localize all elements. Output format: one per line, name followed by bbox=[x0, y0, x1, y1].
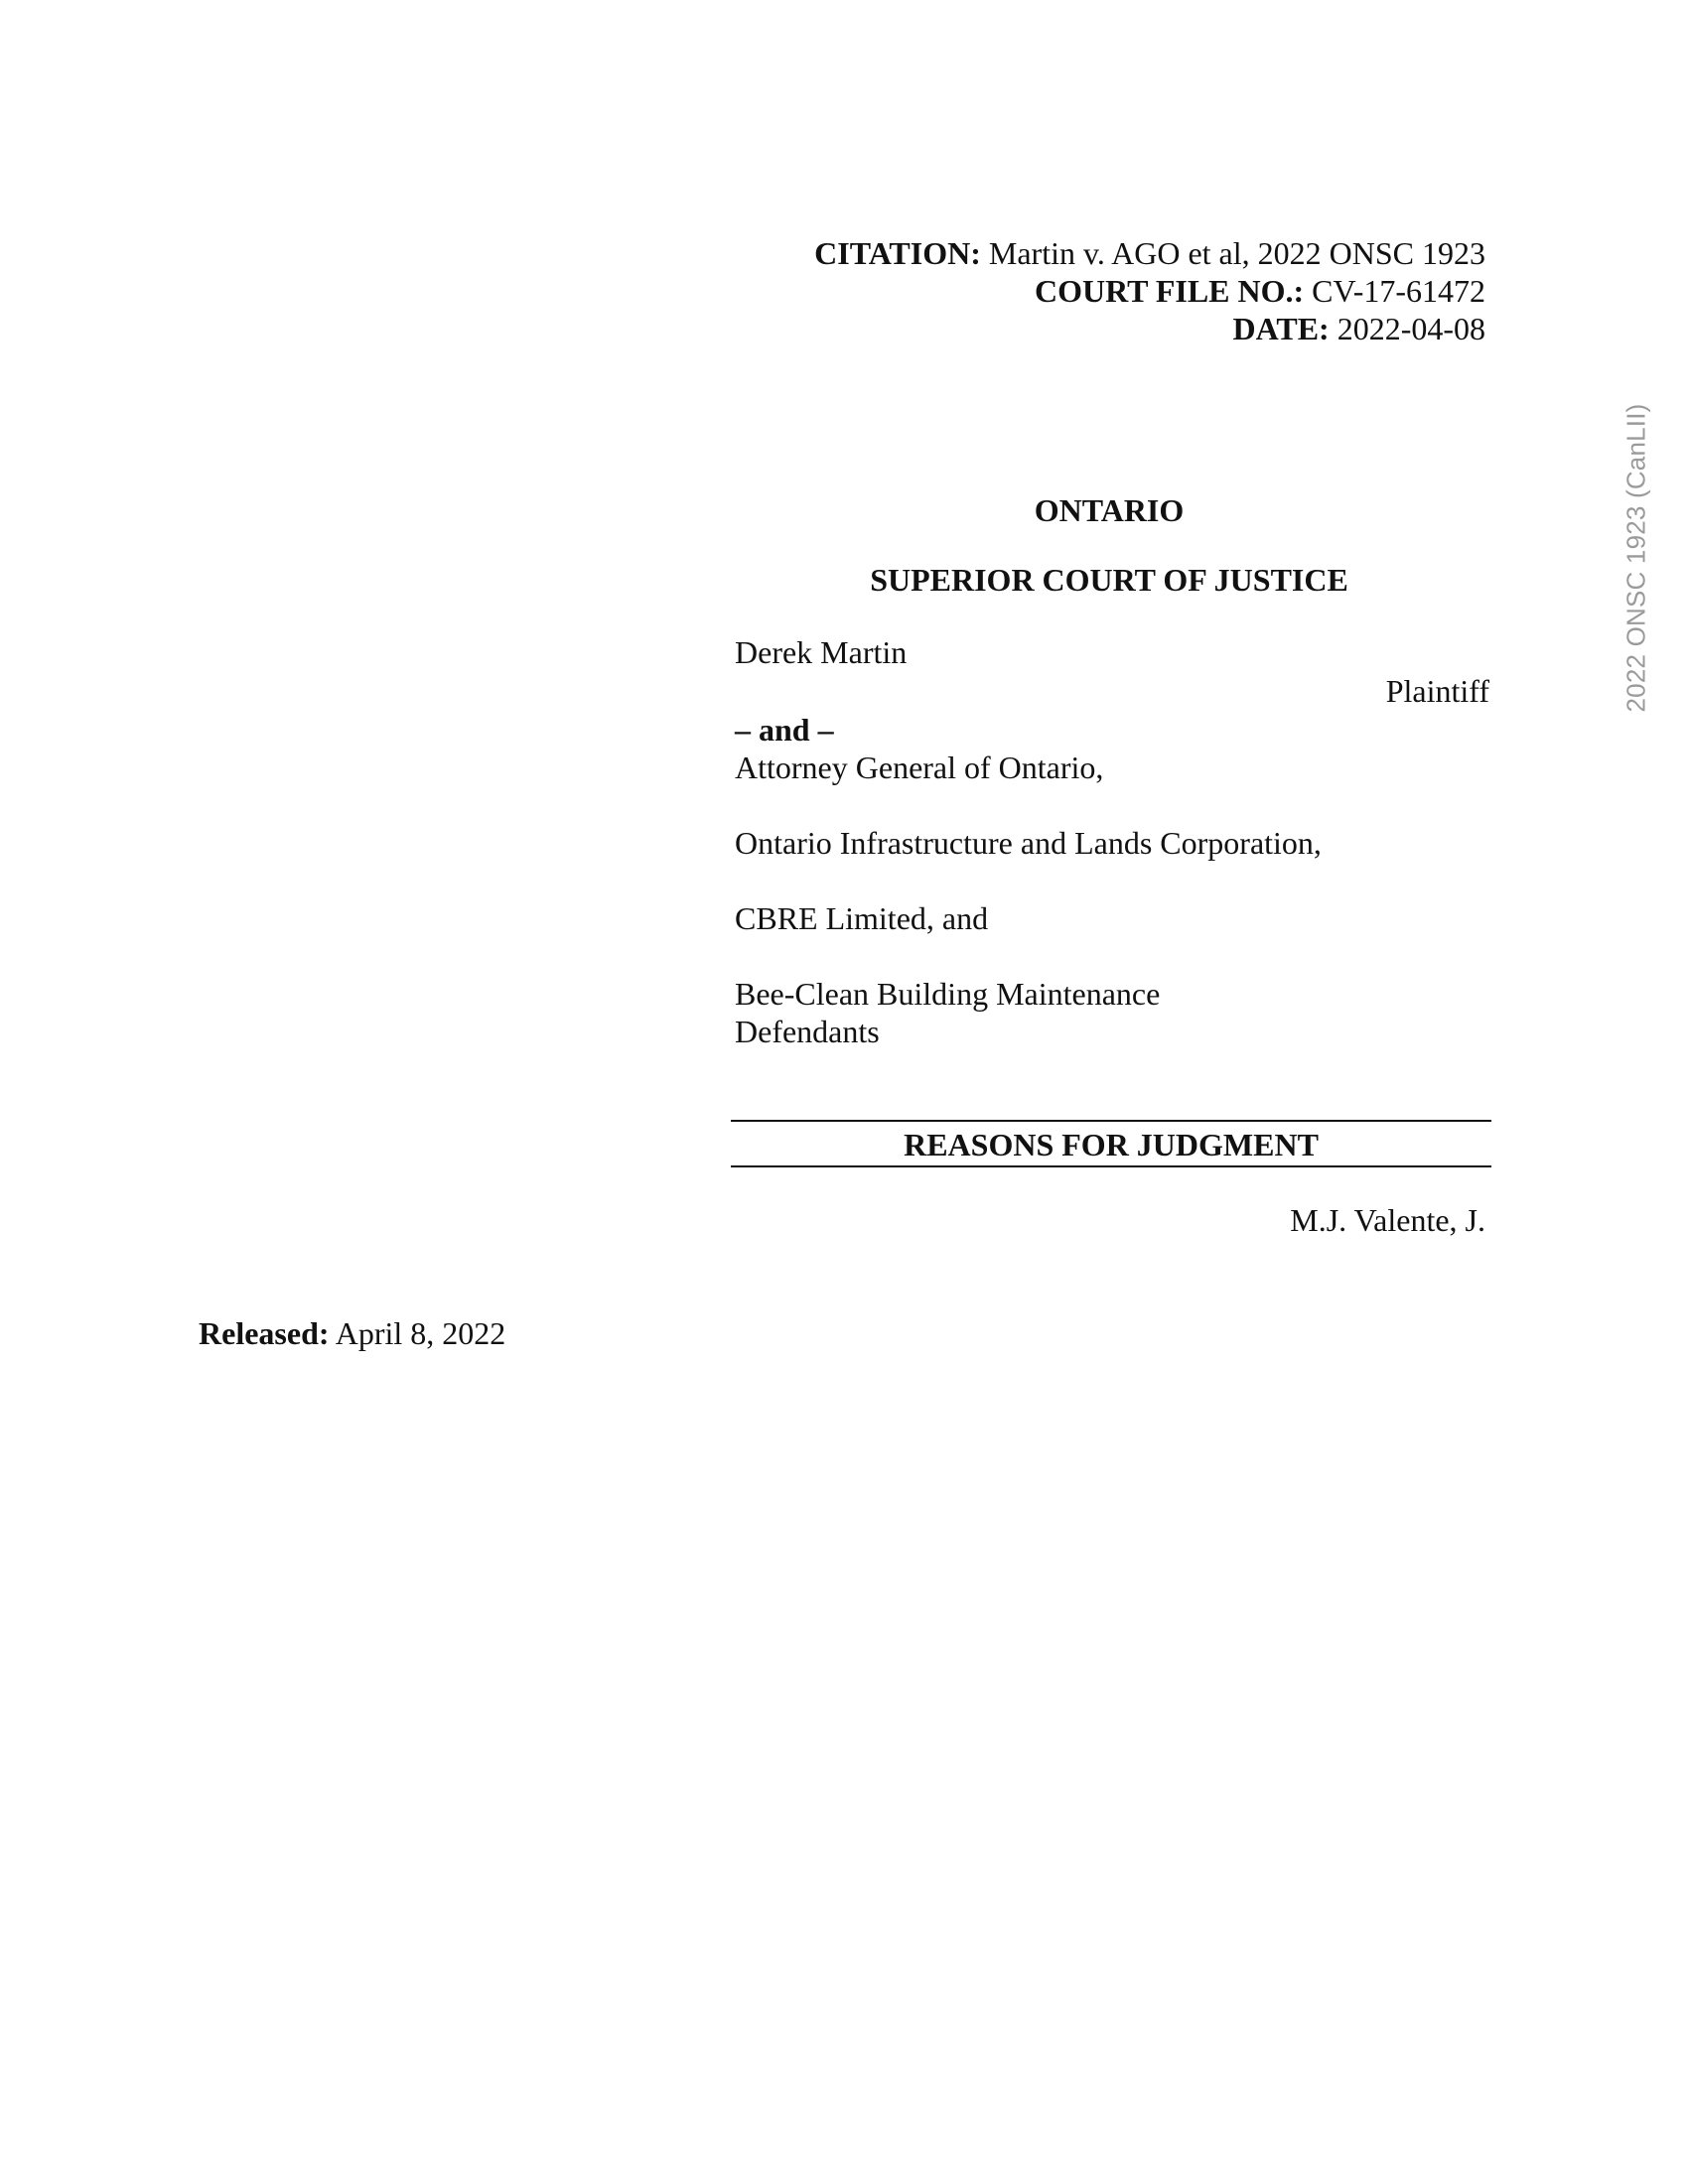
and-separator: – and – bbox=[735, 712, 834, 748]
citation-header bbox=[592, 234, 1485, 347]
citation-value: Martin v. AGO et al, 2022 ONSC 1923 bbox=[980, 235, 1485, 271]
defendant-2: Ontario Infrastructure and Lands Corporation, bbox=[735, 825, 1322, 861]
release-label: Released: bbox=[199, 1315, 330, 1351]
court-province: ONTARIO bbox=[1034, 492, 1185, 528]
judgment-title: REASONS FOR JUDGMENT bbox=[904, 1127, 1319, 1162]
plaintiff-name: Derek Martin bbox=[735, 634, 908, 670]
release-line bbox=[199, 1314, 505, 1352]
court-file-value: CV-17-61472 bbox=[1304, 273, 1485, 309]
defendant-1: Attorney General of Ontario, bbox=[735, 750, 1104, 785]
defendants-role: Defendants bbox=[735, 1014, 880, 1049]
defendant-4: Bee-Clean Building Maintenance bbox=[735, 976, 1161, 1012]
court-file-label: COURT FILE NO.: bbox=[1034, 273, 1305, 309]
date-label: DATE: bbox=[1232, 311, 1330, 346]
court-name: SUPERIOR COURT OF JUSTICE bbox=[870, 562, 1348, 598]
citation-line bbox=[592, 234, 1485, 272]
judgment-rule-bottom bbox=[731, 1165, 1491, 1167]
date-line bbox=[592, 310, 1485, 347]
canlii-watermark: 2022 ONSC 1923 (CanLII) bbox=[1620, 403, 1651, 713]
release-date: April 8, 2022 bbox=[329, 1315, 506, 1351]
defendant-3: CBRE Limited, and bbox=[735, 900, 989, 936]
court-file-line bbox=[592, 272, 1485, 310]
date-value: 2022-04-08 bbox=[1329, 311, 1485, 346]
citation-label: CITATION: bbox=[814, 235, 981, 271]
plaintiff-role: Plaintiff bbox=[1385, 673, 1489, 709]
judgment-rule-top bbox=[731, 1120, 1491, 1122]
judge-name: M.J. Valente, J. bbox=[1290, 1202, 1485, 1238]
